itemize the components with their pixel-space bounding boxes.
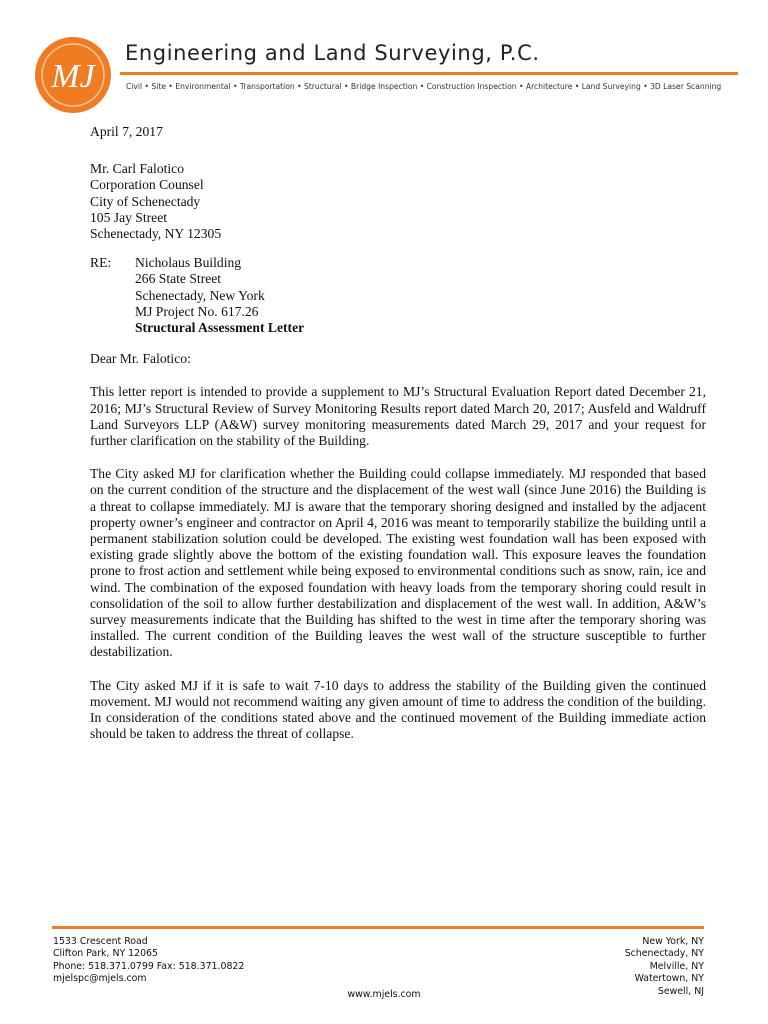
phone-fax: Phone: 518.371.0799 Fax: 518.371.0822: [53, 960, 245, 972]
re-lines: [135, 255, 304, 336]
re-block: [90, 255, 706, 336]
office-location: Melville, NY: [649, 960, 704, 972]
re-line: 266 State Street: [135, 271, 222, 287]
address-line: Clifton Park, NY 12065: [53, 948, 158, 960]
recipient-line: City of Schenectady: [90, 193, 201, 209]
company-name: Engineering and Land Surveying, P.C.: [125, 41, 540, 65]
paragraph: The City asked MJ if it is safe to wait 7-10 days to address the stability of the Building given the continued movement. MJ would not recommend waiting any given amount of time to address the condition of the building. In consideration of the conditions stated above and the continued movement of the Building immediate action should be taken to address the threat of collapse.: [90, 677, 706, 742]
footer-address: [53, 936, 244, 986]
header-divider: [120, 72, 738, 75]
office-location: Schenectady, NY: [624, 948, 704, 960]
mj-logo: [34, 36, 112, 114]
logo-text: MJ: [51, 58, 95, 95]
address-line: 1533 Crescent Road: [53, 936, 148, 947]
recipient-line: Schenectady, NY 12305: [90, 226, 222, 242]
office-location: New York, NY: [642, 936, 704, 947]
re-label: RE:: [90, 255, 112, 271]
paragraph: The City asked MJ for clarification whether the Building could collapse immediately. MJ responded that based on the current condition of the structure and the displacement of the west wall (since June 2016) the Building is a threat to collapse immediately. MJ is aware that the temporary shoring designed and installed by the adjacent property owner’s engineer and contractor on April 4, 2016 was meant to temporarily stabilize the building until a permanent stabilization solution could be developed. The existing west foundation wall has been exposed with existing grade slightly above the bottom of the existing foundation wall. This exposure leaves the foundation prone to frost action and settlement while being exposed to environmental conditions such as snow, rain, ice and wind. The combination of the exposed foundation with heavy loads from the temporary shoring could result in consolidation of the soil to allow further destabilization and displacement of the west wall. In addition, A&W’s survey measurements indicate that the Building has shifted to the west in time after the temporary shoring was installed. The current condition of the Building leaves the west wall of the structure susceptible to further destabilization.: [90, 466, 706, 660]
recipient-line: 105 Jay Street: [90, 209, 168, 225]
salutation: Dear Mr. Falotico:: [90, 351, 191, 367]
email-link[interactable]: mjelspc@mjels.com: [53, 973, 147, 985]
website-link[interactable]: www.mjels.com: [347, 989, 421, 1000]
re-line: MJ Project No. 617.26: [135, 303, 259, 319]
re-title: Structural Assessment Letter: [135, 320, 305, 336]
paragraph: This letter report is intended to provide a supplement to MJ’s Structural Evaluation Report dated December 21, 2016; MJ’s Structural Review of Survey Monitoring Results report dated March 20, 2017; Ausfeld and Waldruff Land Surveyors LLP (A&W) survey monitoring measurements dated March 29, 2017 and your request for further clarification on the stability of the Building.: [90, 384, 706, 449]
re-line: Nicholaus Building: [135, 255, 242, 271]
services-list: Civil • Site • Environmental • Transportation • Structural • Bridge Inspection • Construction Inspection • Architecture • Land Surveying • 3D Laser Scanning: [126, 82, 722, 91]
recipient-line: Mr. Carl Falotico: [90, 161, 185, 177]
recipient-line: Corporation Counsel: [90, 177, 204, 193]
letter-body: [90, 124, 706, 760]
re-line: Schenectady, New York: [135, 287, 265, 303]
letter-date: April 7, 2017: [90, 124, 163, 139]
office-location: Watertown, NY: [634, 973, 704, 985]
recipient-address: [90, 161, 706, 242]
office-location: Sewell, NJ: [657, 985, 704, 997]
footer-divider: [52, 926, 704, 929]
